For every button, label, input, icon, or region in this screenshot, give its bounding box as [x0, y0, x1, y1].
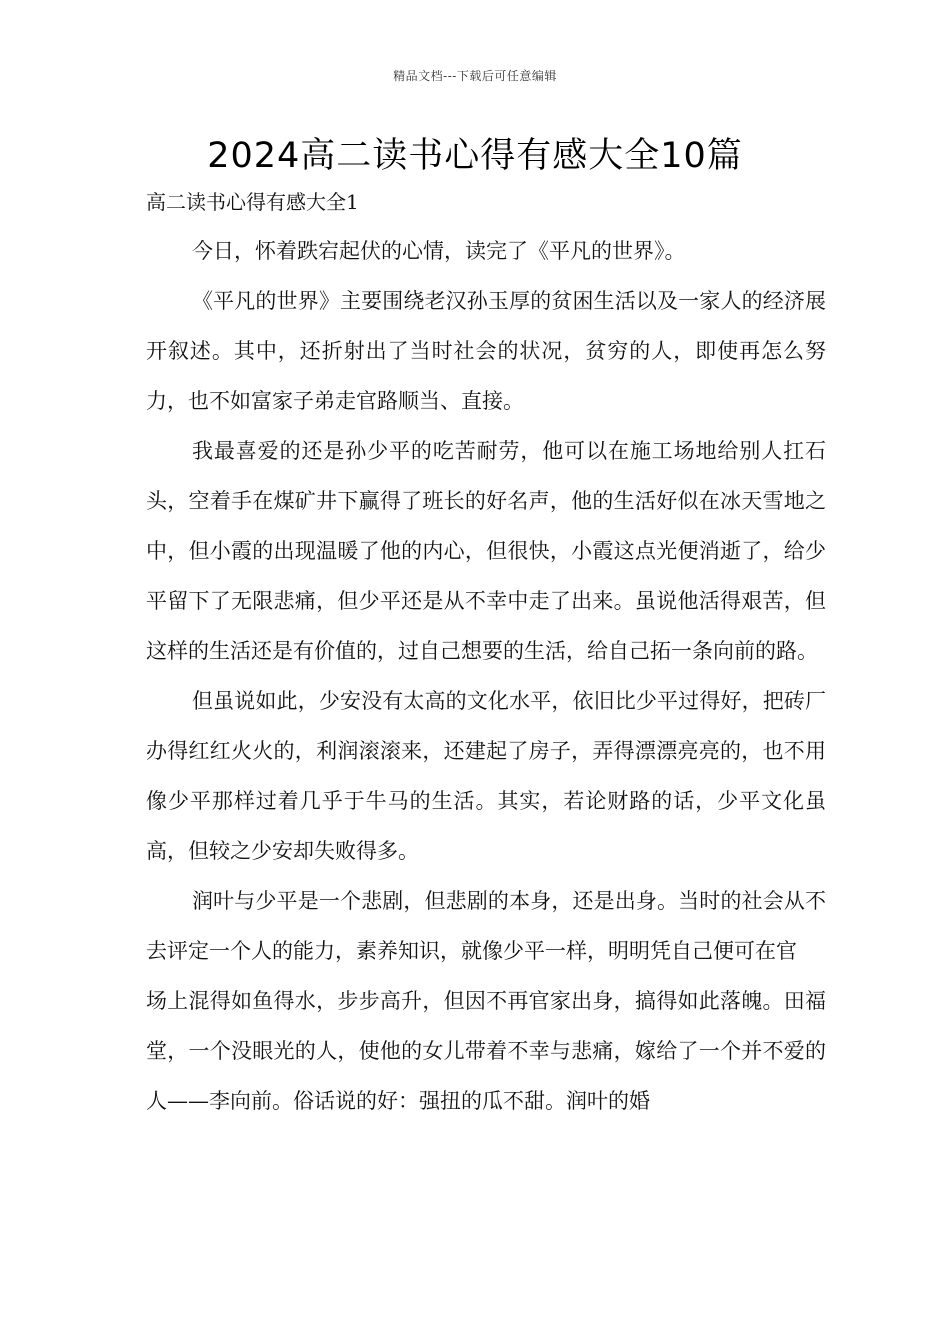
paragraph-1: 今日，怀着跌宕起伏的心情，读完了《平凡的世界》。	[192, 239, 686, 263]
paragraph-2: 《平凡的世界》主要围绕老汉孙玉厚的贫困生活以及一家人的经济展开叙述。其中，还折射出了当时社会的状况，贫穷的人，即使再怎么努力，也不如富家子弟走官路顺当、直接。	[146, 289, 826, 413]
paragraph-5: 润叶与少平是一个悲剧，但悲剧的本身，还是出身。当时的社会从不去评定一个人的能力，素养知识，就像少平一样，明明凭自己便可在官	[146, 889, 826, 963]
document-title: 2024高二读书心得有感大全10篇	[207, 136, 743, 176]
document-body	[146, 226, 826, 1126]
section-heading: 高二读书心得有感大全1	[146, 190, 359, 214]
page-header-note: 精品文档---下载后可任意编辑	[393, 69, 557, 83]
paragraph-3: 我最喜爱的还是孙少平的吃苦耐劳，他可以在施工场地给别人扛石头，空着手在煤矿井下赢得了班长的好名声，他的生活好似在冰天雪地之中，但小霞的出现温暖了他的内心，但很快，小霞这点光便消逝了，给少平留下了无限悲痛，但少平还是从不幸中走了出来。虽说他活得艰苦，但这样的生活还是有价值的，过自己想要的生活，给自己拓一条向前的路。	[146, 439, 826, 663]
paragraph-4: 但虽说如此，少安没有太高的文化水平，依旧比少平过得好，把砖厂办得红红火火的，利润滚滚来，还建起了房子，弄得漂漂亮亮的，也不用像少平那样过着几乎于牛马的生活。其实，若论财路的话，少平文化虽高，但较之少安却失败得多。	[146, 689, 826, 863]
paragraph-6: 场上混得如鱼得水，步步高升，但因不再官家出身，搞得如此落魄。田福堂，一个没眼光的人，使他的女儿带着不幸与悲痛，嫁给了一个并不爱的人——李向前。俗话说的好：强扭的瓜不甜。润叶的婚	[146, 989, 826, 1113]
